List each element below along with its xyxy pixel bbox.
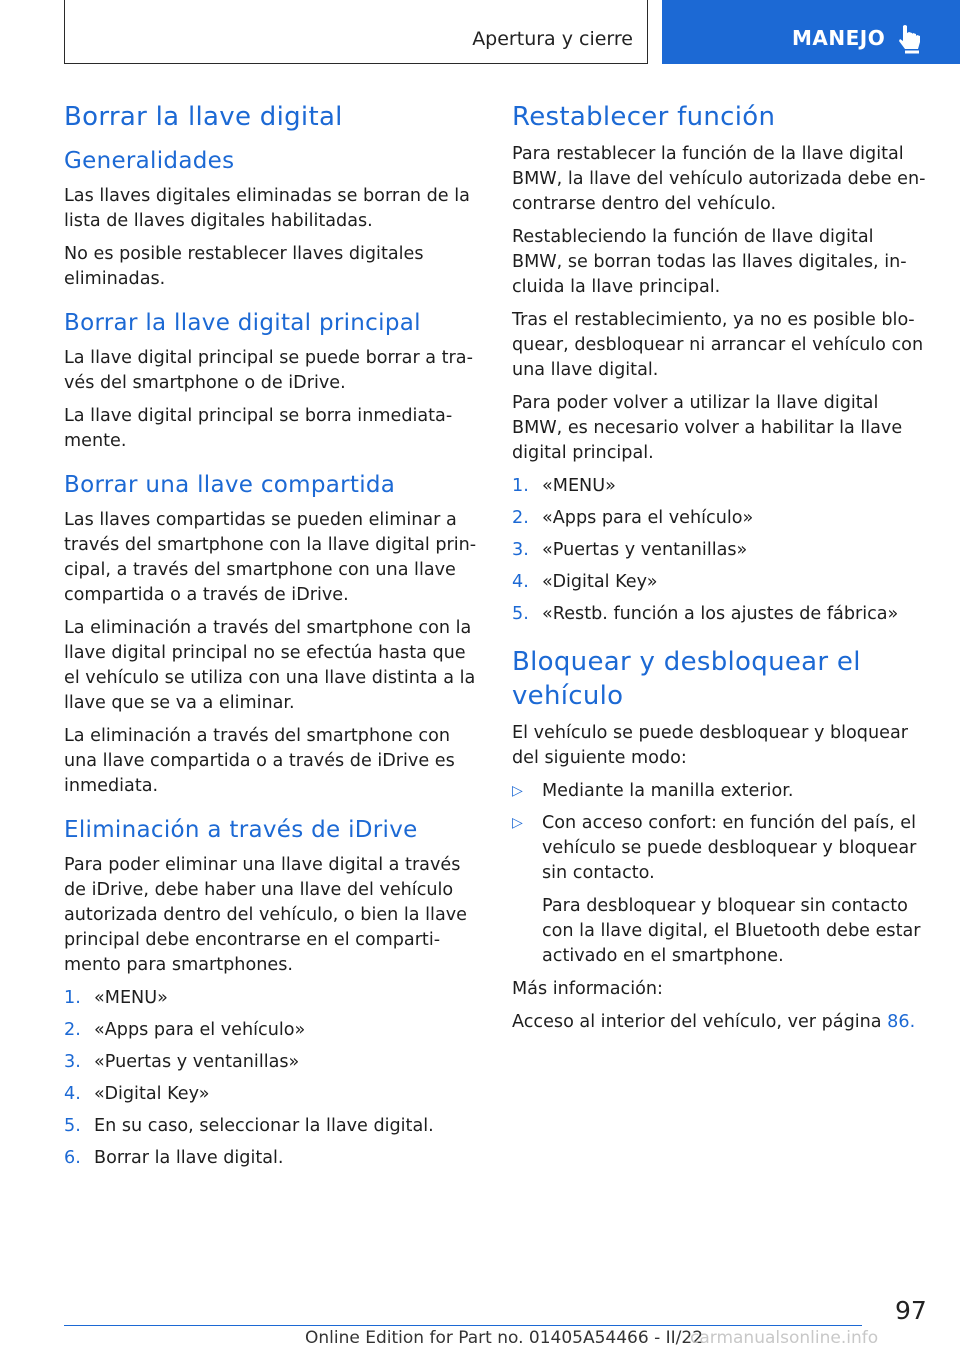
- paragraph: Las llaves compartidas se pueden eliminar a través del smartphone con la llave digital principal, a través del smartphone con una llave compartida o a través de iDrive.: [64, 510, 477, 605]
- paragraph: Las llaves digitales eliminadas se borran de la lista de llaves digitales habilitadas.: [64, 186, 470, 231]
- paragraph: Para restablecer la función de la llave digital BMW, la llave del vehículo autorizada debe encontrarse dentro del vehículo.: [512, 144, 926, 214]
- step-number: 5.: [64, 1116, 81, 1136]
- list-item: [64, 986, 478, 1011]
- left-column: [64, 100, 478, 1179]
- step-number: 1.: [64, 988, 81, 1008]
- header-chapter-tab: [662, 0, 960, 64]
- step-text: «MENU»: [542, 476, 616, 496]
- step-text: En su caso, seleccionar la llave digital.: [94, 1116, 434, 1136]
- reference-end: .: [909, 1012, 916, 1032]
- step-number: 3.: [64, 1052, 81, 1072]
- list-item: [64, 1082, 478, 1107]
- bullet-list: [512, 779, 926, 969]
- heading-borrar-principal: Borrar la llave digital principal: [64, 310, 421, 336]
- steps-list-left: [64, 986, 478, 1171]
- list-item: [512, 474, 926, 499]
- triangle-bullet-icon: ▷: [512, 783, 523, 799]
- heading-eliminacion-idrive: Eliminación a través de iDrive: [64, 817, 418, 843]
- list-item: [64, 1050, 478, 1075]
- step-number: 4.: [512, 572, 529, 592]
- header-chapter-label: MANEJO: [792, 26, 886, 50]
- heading-generalidades: Generalidades: [64, 148, 235, 174]
- step-text: Borrar la llave digital.: [94, 1148, 284, 1168]
- more-info-label: Más información:: [512, 979, 663, 999]
- step-text: «Apps para el vehículo»: [94, 1020, 306, 1040]
- step-text: «MENU»: [94, 988, 168, 1008]
- step-number: 4.: [64, 1084, 81, 1104]
- watermark: carmanualsonline.info: [690, 1328, 879, 1348]
- paragraph: Restableciendo la función de llave digital BMW, se borran todas las llaves digitales, incluida la llave principal.: [512, 227, 907, 297]
- paragraph: No es posible restablecer llaves digitales eliminadas.: [64, 244, 424, 289]
- paragraph: El vehículo se puede desbloquear y bloquear del siguiente modo:: [512, 723, 908, 768]
- reference-text: Acceso al interior del vehículo, ver página: [512, 1012, 882, 1032]
- step-number: 1.: [512, 476, 529, 496]
- paragraph: La llave digital principal se puede borrar a través del smartphone o de iDrive.: [64, 348, 473, 393]
- step-text: «Apps para el vehículo»: [542, 508, 754, 528]
- list-item: [512, 506, 926, 531]
- list-item: [512, 570, 926, 595]
- bullet-subtext: Para desbloquear y bloquear sin contacto con la llave digital, el Bluetooth debe estar activado en el smartphone.: [542, 896, 921, 966]
- footer-divider: [64, 1325, 862, 1326]
- step-number: 2.: [512, 508, 529, 528]
- list-item: [64, 1114, 478, 1139]
- list-item: [512, 779, 926, 804]
- step-number: 5.: [512, 604, 529, 624]
- step-text: «Restb. función a los ajustes de fábrica»: [542, 604, 899, 624]
- edition-note: Online Edition for Part no. 01405A54466 - II/22: [305, 1328, 704, 1348]
- page-number: 97: [895, 1296, 927, 1325]
- heading-restablecer: Restablecer función: [512, 102, 776, 132]
- list-item: [512, 811, 926, 969]
- step-text: «Digital Key»: [94, 1084, 210, 1104]
- step-text: «Digital Key»: [542, 572, 658, 592]
- step-text: «Puertas y ventanillas»: [542, 540, 748, 560]
- step-text: «Puertas y ventanillas»: [94, 1052, 300, 1072]
- step-number: 6.: [64, 1148, 81, 1168]
- pointing-hand-icon: [894, 22, 928, 56]
- step-number: 3.: [512, 540, 529, 560]
- paragraph: La llave digital principal se borra inmediatamente.: [64, 406, 453, 451]
- triangle-bullet-icon: ▷: [512, 815, 523, 831]
- paragraph: Para poder volver a utilizar la llave digital BMW, es necesario volver a habilitar la llave digital principal.: [512, 393, 903, 463]
- header-section-title: Apertura y cierre: [472, 28, 633, 50]
- bullet-text: Mediante la manilla exterior.: [542, 781, 794, 801]
- paragraph: Para poder eliminar una llave digital a través de iDrive, debe haber una llave del vehículo autorizada dentro del vehículo, o bien la llave principal debe encontrarse en el compartimento para smartphones.: [64, 855, 467, 975]
- list-item: [512, 538, 926, 563]
- paragraph: Tras el restablecimiento, ya no es posible bloquear, desbloquear ni arrancar el vehículo con una llave digital.: [512, 310, 924, 380]
- list-item: [64, 1018, 478, 1043]
- page-link[interactable]: 86: [887, 1012, 910, 1032]
- paragraph: La eliminación a través del smartphone con una llave compartida o a través de iDrive es inmediata.: [64, 726, 455, 796]
- section-title-bloquear: Bloquear y desbloquear el vehículo: [512, 647, 861, 711]
- list-item: [64, 1146, 478, 1171]
- right-column: [512, 100, 926, 1043]
- heading-borrar-compartida: Borrar una llave compartida: [64, 472, 396, 498]
- list-item: [512, 602, 926, 627]
- header-section-box: [64, 0, 648, 64]
- cross-reference: [512, 1010, 926, 1035]
- section-title-borrar: Borrar la llave digital: [64, 102, 343, 132]
- paragraph: La eliminación a través del smartphone con la llave digital principal no se efectúa hasta que el vehículo se utiliza con una llave distinta a la llave que se va a eliminar.: [64, 618, 476, 713]
- steps-list-right: [512, 474, 926, 627]
- bullet-text: Con acceso confort: en función del país, el vehículo se puede desbloquear y bloquear sin contacto.: [542, 813, 917, 883]
- step-number: 2.: [64, 1020, 81, 1040]
